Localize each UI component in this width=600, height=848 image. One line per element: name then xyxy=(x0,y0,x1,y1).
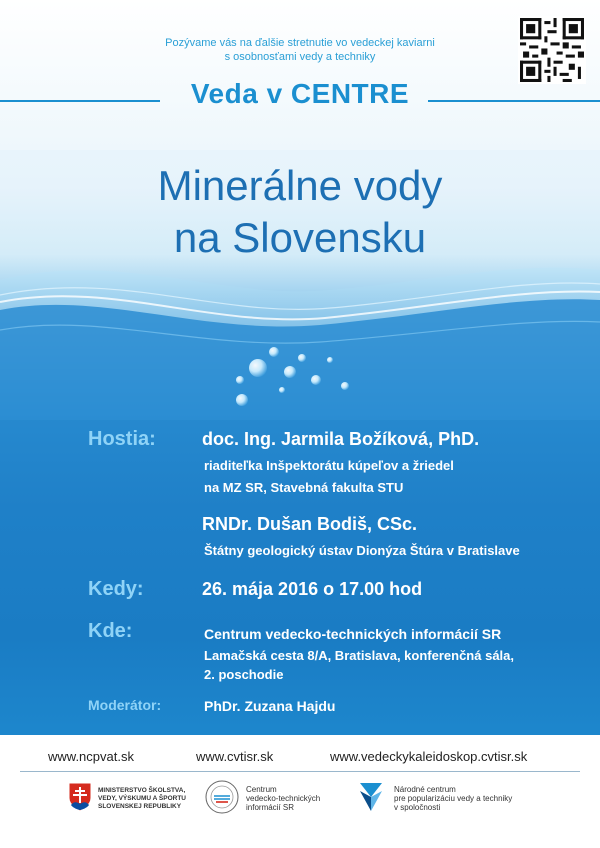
ministry-line-1: MINISTERSTVO ŠKOLSTVA, xyxy=(98,787,186,794)
invitation-text xyxy=(0,36,600,64)
guest-1-affiliation-line-1: riaditeľka Inšpektorátu kúpeľov a žriedel xyxy=(204,458,454,473)
link-ncpvat[interactable]: www.ncpvat.sk xyxy=(48,749,134,764)
qr-code[interactable] xyxy=(518,16,586,84)
ncpvat-line-1: Národné centrum xyxy=(394,785,456,794)
link-cvtisr[interactable]: www.cvtisr.sk xyxy=(196,749,274,764)
guest-2-name: RNDr. Dušan Bodiš, CSc. xyxy=(202,514,418,534)
ministry-line-2: VEDY, VÝSKUMU A ŠPORTU xyxy=(98,795,187,802)
cvti-line-3: informácií SR xyxy=(246,803,295,812)
ncpvat-line-2: pre popularizáciu vedy a techniky xyxy=(394,794,513,803)
cvti-logo-icon xyxy=(204,779,240,815)
guest-1-name: doc. Ing. Jarmila Božíková, PhD. xyxy=(202,429,480,449)
where-line-2: Lamačská cesta 8/A, Bratislava, konferenčná sála, xyxy=(204,648,515,663)
ministry-line-3: SLOVENSKEJ REPUBLIKY xyxy=(98,803,182,810)
invitation-line-2: s osobnosťami vedy a techniky xyxy=(224,51,376,63)
series-title: Veda v CENTRE xyxy=(190,78,410,109)
moderator-label: Moderátor: xyxy=(88,697,162,713)
cvti-line-1: Centrum xyxy=(246,785,277,794)
event-title-line-1: Minerálne vody xyxy=(157,162,443,209)
water-wave-illustration xyxy=(0,240,600,420)
ncpvat-logo-text xyxy=(394,785,512,812)
footer xyxy=(0,735,600,848)
guests-label: Hostia: xyxy=(88,428,156,450)
where-label: Kde: xyxy=(88,620,133,642)
when-value: 26. mája 2016 o 17.00 hod xyxy=(202,579,423,599)
slovak-coat-of-arms-icon xyxy=(68,782,92,812)
ncpvat-line-3: v spoločnosti xyxy=(394,803,441,812)
moderator-value: PhDr. Zuzana Hajdu xyxy=(204,698,336,714)
when-label: Kedy: xyxy=(88,578,144,600)
link-vedecky-kaleidoskop[interactable]: www.vedeckykaleidoskop.cvtisr.sk xyxy=(330,749,528,764)
guest-2-affiliation: Štátny geologický ústav Dionýza Štúra v Bratislave xyxy=(204,543,520,558)
qr-code-icon xyxy=(520,18,584,82)
ncpvat-logo-icon xyxy=(356,779,386,815)
footer-divider xyxy=(20,771,580,772)
header-band xyxy=(0,0,600,150)
ministry-logo-text xyxy=(98,787,186,811)
event-title-line-2: na Slovensku xyxy=(173,214,427,261)
invitation-line-1: Pozývame vás na ďalšie stretnutie vo vedeckej kaviarni xyxy=(165,37,435,49)
where-line-3: 2. poschodie xyxy=(204,667,284,682)
cvti-logo-text xyxy=(246,785,320,812)
cvti-line-2: vedecko-technických xyxy=(246,794,321,803)
where-line-1: Centrum vedecko-technických informácií SR xyxy=(204,626,502,642)
guest-1-affiliation-line-2: na MZ SR, Stavebná fakulta STU xyxy=(204,480,404,495)
